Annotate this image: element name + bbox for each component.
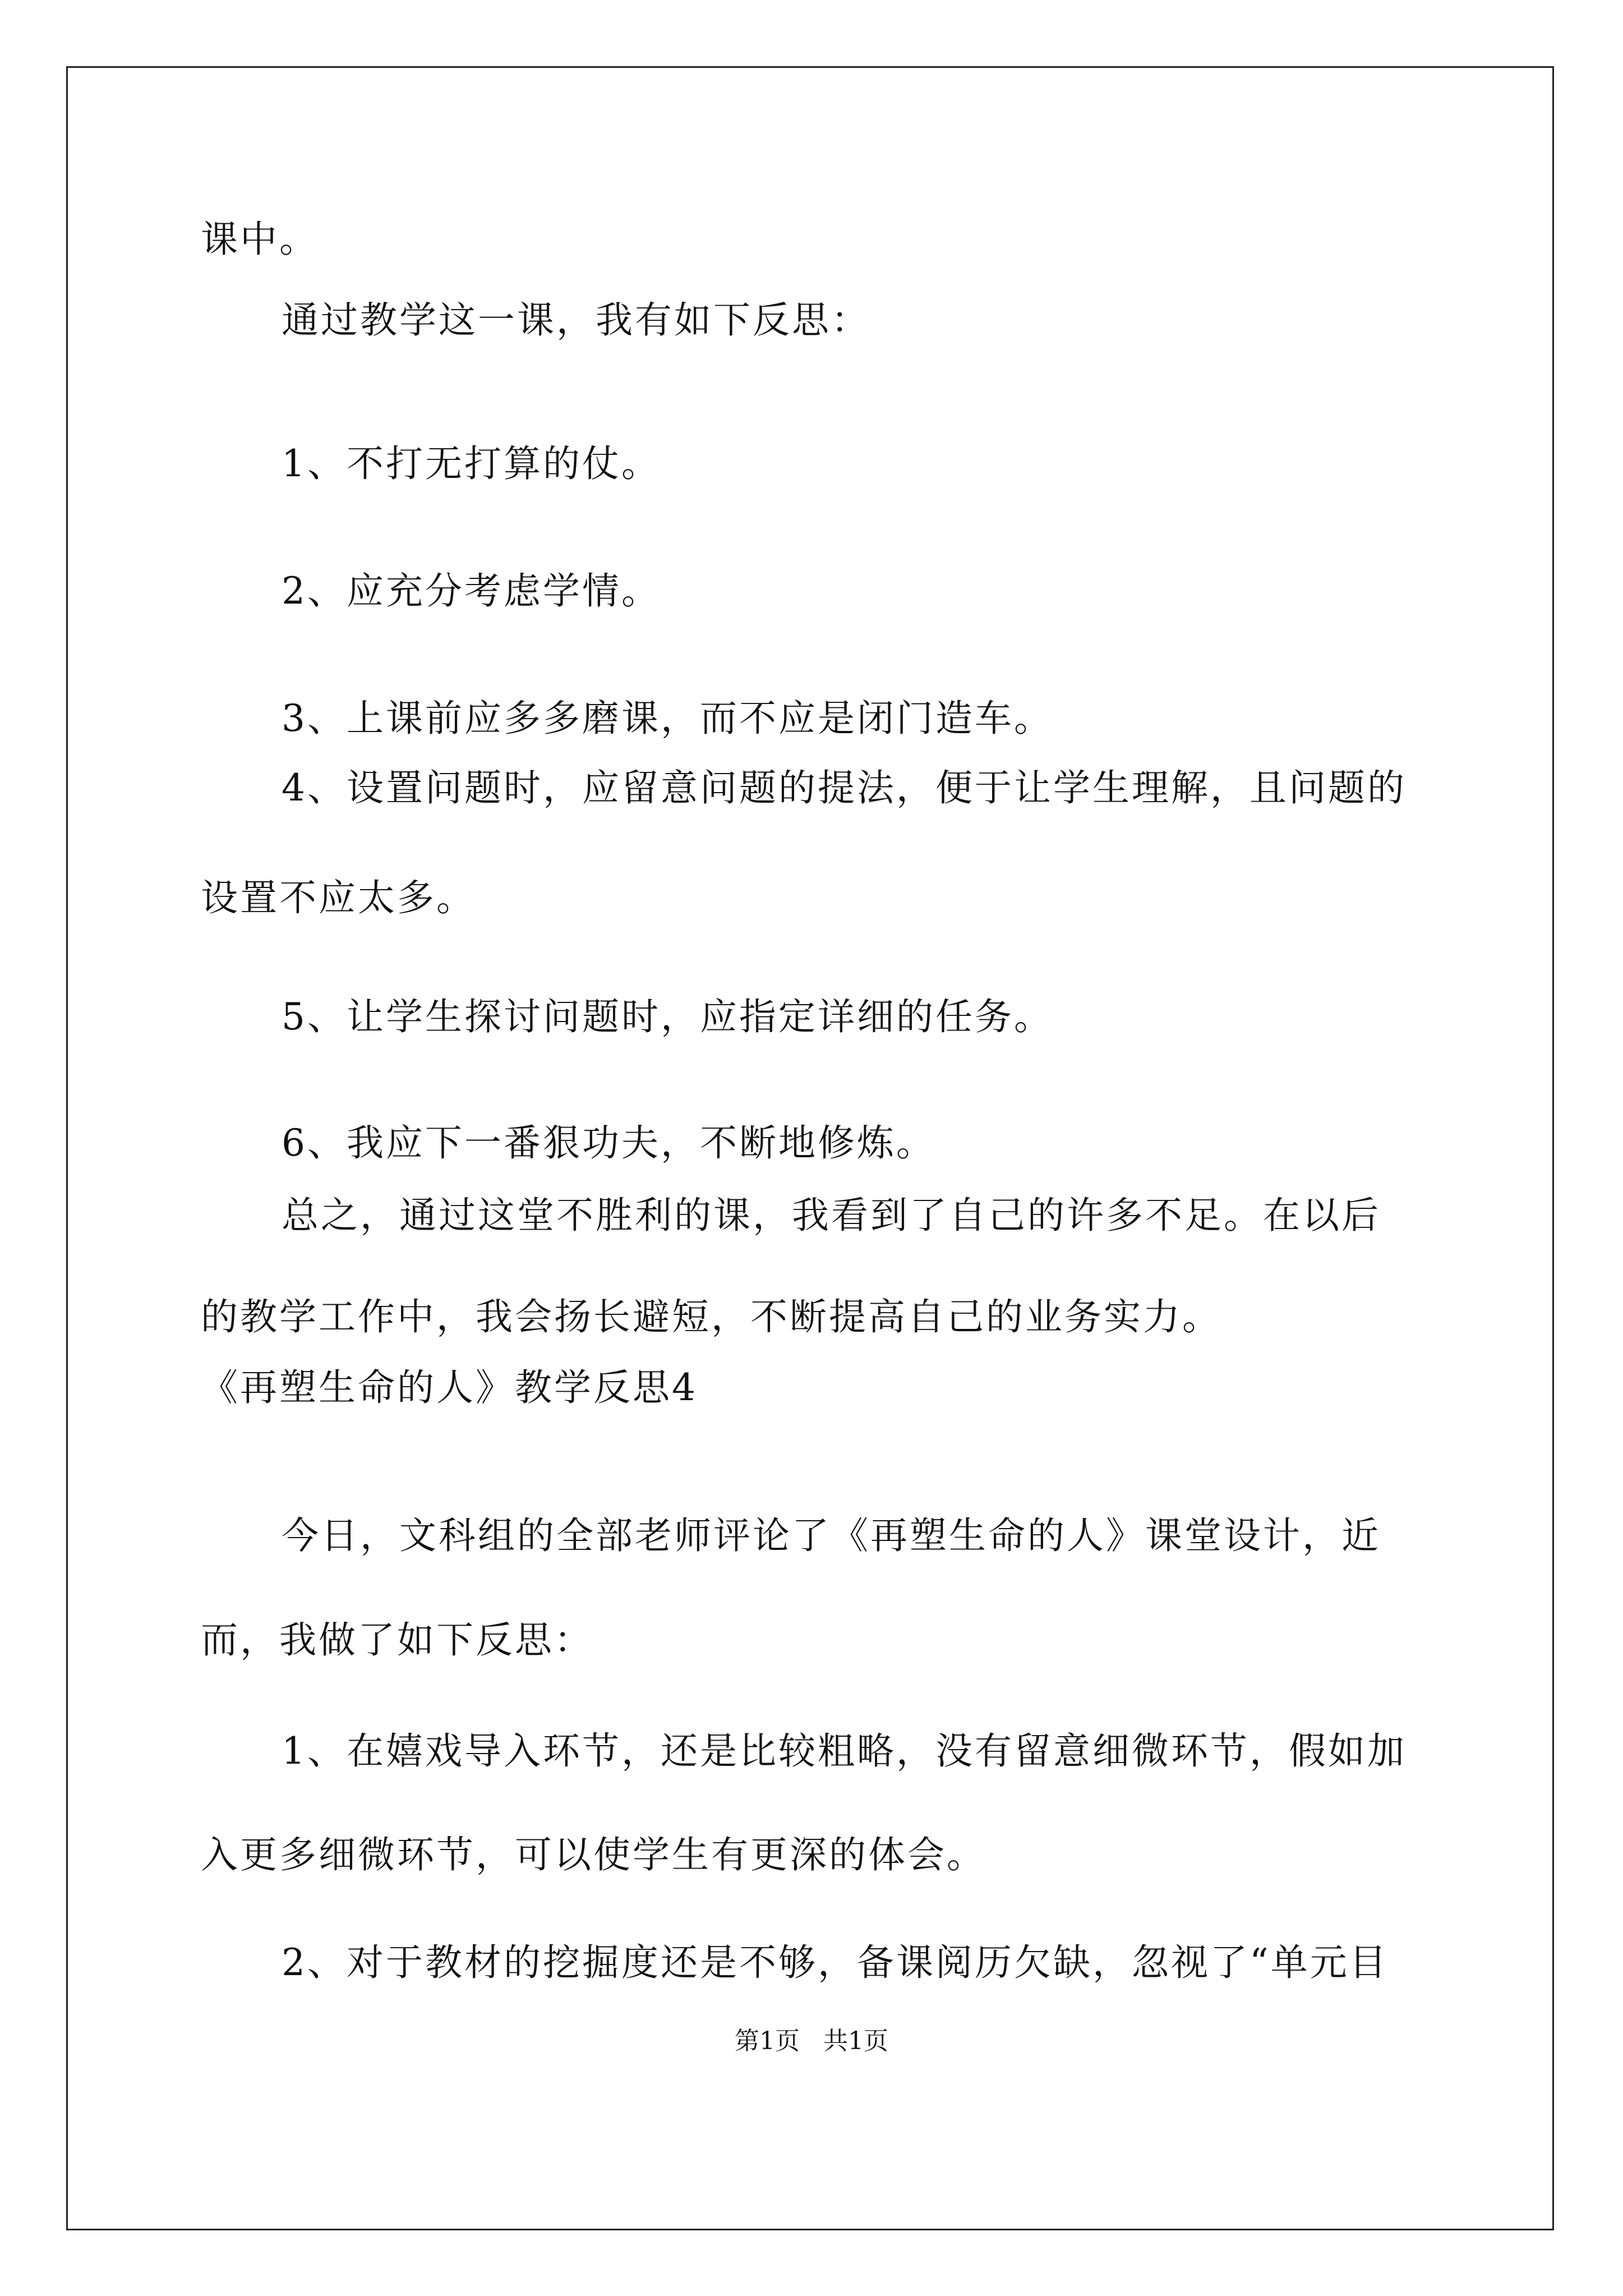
- text-line: 1、不打无打算的仗。: [282, 442, 661, 485]
- text-line: 通过教学这一课，我有如下反思：: [282, 298, 870, 342]
- text-line: 2、对于教材的挖掘度还是不够，备课阅历欠缺，忽视了“单元目: [282, 1941, 1389, 1984]
- section-heading: 《再塑生命的人》教学反思4: [201, 1366, 698, 1409]
- text-line: 入更多细微环节，可以使学生有更深的体会。: [201, 1833, 986, 1876]
- text-line: 3、上课前应多多磨课，而不应是闭门造车。: [282, 697, 1053, 740]
- text-line: 今日，文科组的全部老师评论了《再塑生命的人》课堂设计，近: [282, 1514, 1381, 1557]
- text-line: 课中。: [201, 218, 319, 261]
- text-line: 而，我做了如下反思：: [201, 1618, 593, 1662]
- text-line: 5、让学生探讨问题时，应指定详细的任务。: [282, 995, 1053, 1038]
- text-line: 6、我应下一番狠功夫，不断地修炼。: [282, 1121, 935, 1165]
- page-footer: 第1页 共1页: [735, 2027, 888, 2055]
- text-line: 2、应充分考虑学情。: [282, 569, 661, 613]
- text-line: 的教学工作中，我会扬长避短，不断提高自己的业务实力。: [201, 1295, 1221, 1338]
- text-line: 4、设置问题时，应留意问题的提法，便于让学生理解，且问题的: [282, 766, 1407, 809]
- text-line: 1、在嬉戏导入环节，还是比较粗略，没有留意细微环节，假如加: [282, 1729, 1407, 1773]
- text-line: 总之，通过这堂不胜利的课，我看到了自己的许多不足。在以后: [282, 1194, 1381, 1237]
- text-line: 设置不应太多。: [201, 876, 476, 919]
